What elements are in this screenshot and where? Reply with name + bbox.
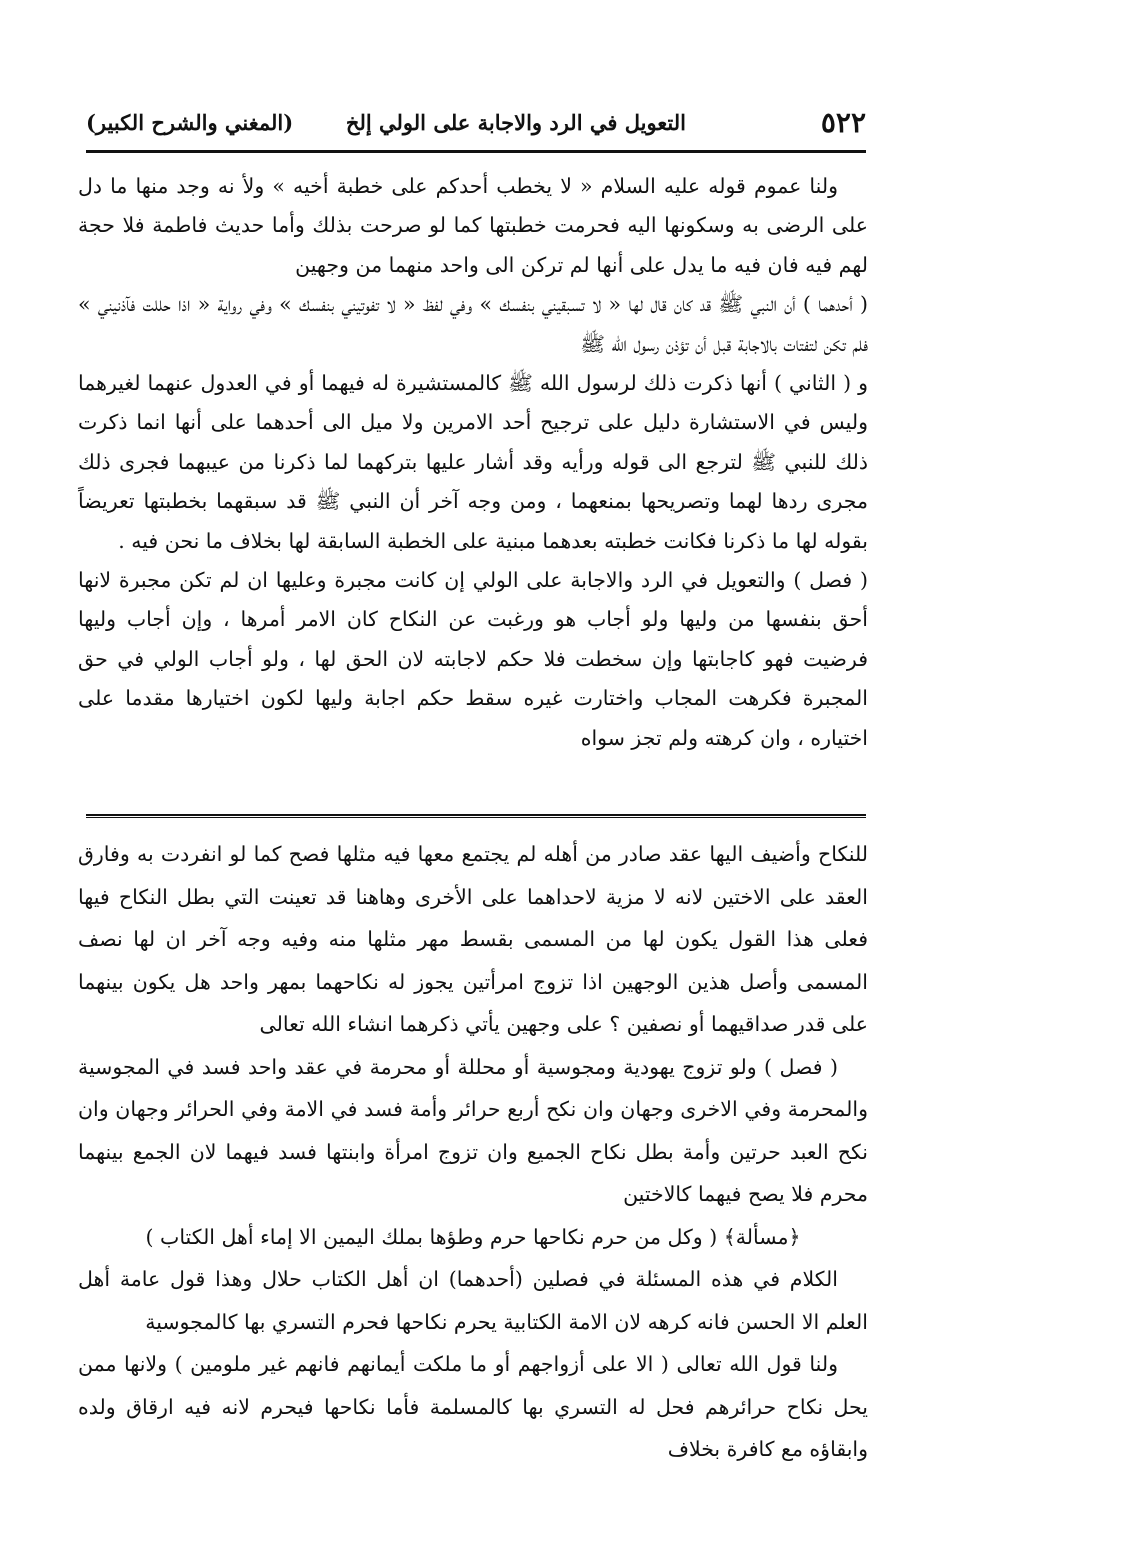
paragraph: و ( الثاني ) أنها ذكرت ذلك لرسول الله ﷺ كالمستشيرة له فيهما أو في العدول عنهما لغيرهما وليس في الاستشارة دليل على ترجيح أحد الامرين ولا ميل الى أحدهما على أنها انما ذكرت ذلك للنبي ﷺ لترجع الى قوله ورأيه وقد أشار عليها بتركهما لما ذكرنا من عيبهما فجرى ذلك مجرى ردها لهما وتصريحها بمنعهما ، ومن وجه آخر أن النبي ﷺ قد سبقهما بخطبتها تعريضاً بقوله لها ما ذكرنا فكانت خطبته بعدهما مبنية على الخطبة السابقة لها بخلاف ما نحن فيه . xyxy=(78,371,868,553)
paragraph: ( فصل ) والتعويل في الرد والاجابة على الولي إن كانت مجبرة وعليها ان لم تكن مجبرة لانها أحق بنفسها من وليها ولو أجاب هو ورغبت عن النكاح كان الامر أمرها ، وإن أجاب وليها فرضيت فهو كاجابتها وإن سخطت فلا حكم لاجابته لان الحق لها ، ولو أجاب الولي في حق المجبرة فكرهت المجاب واختارت غيره سقط حكم اجابة وليها لكون اختيارها مقدما على اختياره ، وان كرهته ولم تجز سواه xyxy=(78,568,868,750)
paragraph: ولنا عموم قوله عليه السلام « لا يخطب أحدكم على خطبة أخيه » ولأ نه وجد منها ما دل على الرضى به وسكونها اليه فحرمت خطبتها كما لو صرحت بذلك وأما حديث فاطمة فلا حجة لهم فيه فان فيه ما يدل على أنها لم تركن الى واحد منهما من وجهين xyxy=(78,174,868,277)
main-text xyxy=(78,167,868,758)
header-title: التعويل في الرد والاجابة على الولي إلخ xyxy=(345,110,686,135)
masala-heading: ﴿مسألة﴾ ( وكل من حرم نكاحها حرم وطؤها بملك اليمين الا إماء أهل الكتاب ) xyxy=(145,1224,801,1249)
paragraph: الكلام في هذه المسئلة في فصلين (أحدهما) ان أهل الكتاب حلال وهذا قول عامة أهل العلم الا الحسن فانه كرهه لان الامة الكتابية يحرم نكاحها فحرم التسري بها كالمجوسية xyxy=(78,1267,868,1334)
running-header xyxy=(86,106,866,146)
commentary-text xyxy=(78,833,868,1471)
paragraph: ( فصل ) ولو تزوج يهودية ومجوسية أو محللة أو محرمة في عقد واحد فسد في المجوسية والمحرمة وفي الاخرى وجهان وان نكح أربع حرائر وأمة فسد في الامة وفي الحرائر وجهان وان نكح العبد حرتين وأمة بطل نكاح الجميع وان تزوج امرأة وابنتها فسد فيهما لان الجمع بينهما محرم فلا يصح فيهما كالاختين xyxy=(78,1054,868,1206)
section-divider xyxy=(86,814,866,818)
page-number: ٥٢٢ xyxy=(820,106,866,139)
paragraph: ( أحدهما ) أن النبي ﷺ قد كان قال لها « لا تسبقيني بنفسك » وفي لفظ « لا تفوتيني بنفسك » وفي رواية « اذا حللت فآذنيني » فلم تكن لتفتات بالاجابة قبل أن تؤذن رسول الله ﷺ xyxy=(78,292,868,356)
header-book-title: (المغني والشرح الكبير) xyxy=(86,110,294,135)
paragraph: للنكاح وأضيف اليها عقد صادر من أهله لم يجتمع معها فيه مثلها فصح كما لو انفردت به وفارق العقد على الاختين لانه لا مزية لاحداهما على الأخرى وهاهنا قد تعينت التي بطل النكاح فيها فعلى هذا القول يكون لها من المسمى بقسط مهر مثلها منه وفيه وجه آخر ان لها نصف المسمى وأصل هذين الوجهين اذا تزوج امرأتين يجوز له نكاحهما بمهر واحد هل يكون بينهما على قدر صداقيهما أو نصفين ؟ على وجهين يأتي ذكرهما انشاء الله تعالى xyxy=(78,842,868,1036)
paragraph: ولنا قول الله تعالى ( الا على أزواجهم أو ما ملكت أيمانهم فانهم غير ملومين ) ولانها ممن يحل نكاح حرائرهم فحل له التسري بها كالمسلمة فأما نكاحها فيحرم لانه فيه ارقاق ولده وابقاؤه مع كافرة بخلاف xyxy=(78,1352,868,1461)
header-rule xyxy=(86,150,866,153)
